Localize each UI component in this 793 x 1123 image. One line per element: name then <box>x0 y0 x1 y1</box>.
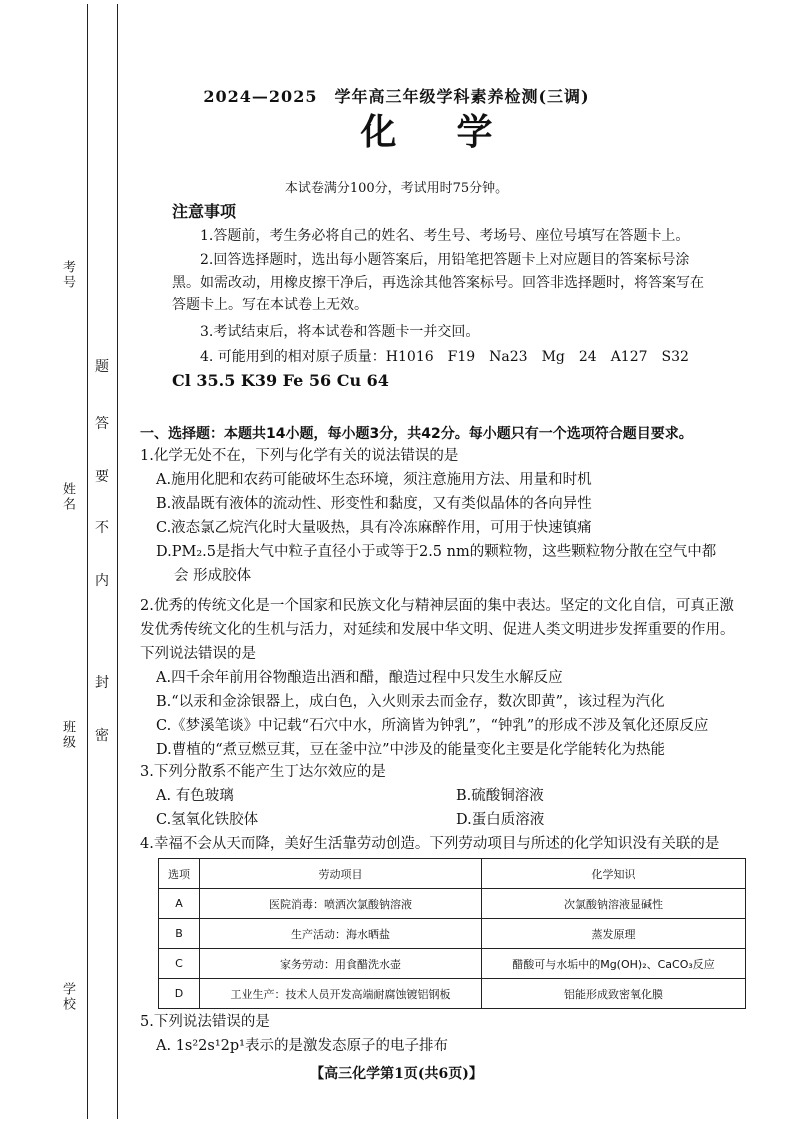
question-stem: 3.下列分散系不能产生丁达尔效应的是 <box>140 764 386 780</box>
question-3 <box>140 760 740 832</box>
labor-knowledge-table <box>158 858 746 1009</box>
table-cell: 医院消毒：喷洒次氯酸钠溶液 <box>200 889 482 919</box>
question-stem: 2.优秀的传统文化是一个国家和民族文化与精神层面的集中表达。坚定的文化自信，可真正激发优秀传统文化的生机与活力，对延续和发展中华文明、促进人类文明进步发挥重要的作用。下列说法错误的是 <box>140 598 735 662</box>
notice-masses: Cl 35.5 K39 Fe 56 Cu 64 <box>172 371 389 390</box>
table-cell: 次氯酸钠溶液显碱性 <box>482 889 746 919</box>
notice-item: 4. 可能用到的相对原子质量：H1016 F19 Na23 Mg 24 A127 S32 <box>200 349 689 365</box>
option: B.“以汞和金涂银器上，成白色，入火则汞去而金存，数次即黄”，该过程为汽化 <box>156 694 665 710</box>
table-cell: D <box>159 979 200 1009</box>
table-cell: B <box>159 919 200 949</box>
table-cell: A <box>159 889 200 919</box>
table-row <box>159 889 746 919</box>
name-label: 姓名 <box>60 482 75 512</box>
option: D.PM₂.5是指大气中粒子直径小于或等于2.5 nm的颗粒物，这些颗粒物分散在空气中都 <box>156 544 717 560</box>
question-stem: 1.化学无处不在，下列与化学有关的说法错误的是 <box>140 448 459 464</box>
seal-char: 答 <box>95 416 109 432</box>
table-header: 选项 <box>159 859 200 889</box>
option: C.《梦溪笔谈》中记载“石穴中水，所滴皆为钟乳”，“钟乳”的形成不涉及氧化还原反应 <box>156 718 709 734</box>
school-label: 学校 <box>60 982 75 1012</box>
notice-item: 3.考试结束后，将本试卷和答题卡一并交回。 <box>200 324 480 340</box>
table-cell: 铝能形成致密氧化膜 <box>482 979 746 1009</box>
table-header: 劳动项目 <box>200 859 482 889</box>
option: B.液晶既有液体的流动性、形变性和黏度，又有类似晶体的各向异性 <box>156 496 592 512</box>
table-header-row <box>159 859 746 889</box>
table-row <box>159 979 746 1009</box>
table-cell: 家务劳动：用食醋洗水壶 <box>200 949 482 979</box>
table-cell: 工业生产：技术人员开发高端耐腐蚀镀铝钢板 <box>200 979 482 1009</box>
option: A. 1s²2s¹2p¹表示的是激发态原子的电子排布 <box>156 1038 448 1054</box>
option: B.硫酸铜溶液 <box>456 788 544 804</box>
seal-char: 密 <box>95 728 109 744</box>
question-stem: 4.幸福不会从天而降，美好生活靠劳动创造。下列劳动项目与所述的化学知识没有关联的是 <box>140 836 720 852</box>
option: D.曹植的“煮豆燃豆萁，豆在釜中泣”中涉及的能量变化主要是化学能转化为热能 <box>156 742 666 758</box>
exam-title: 2024—2025 学年高三年级学科素养检测(三调) <box>203 87 590 106</box>
table-cell: 醋酸可与水垢中的Mg(OH)₂、CaCO₃反应 <box>482 949 746 979</box>
table-cell: 蒸发原理 <box>482 919 746 949</box>
table-cell: C <box>159 949 200 979</box>
question-stem: 5.下列说法错误的是 <box>140 1014 270 1030</box>
table-row <box>159 949 746 979</box>
option: C.氢氧化铁胶体 <box>156 812 259 828</box>
option: A.四千余年前用谷物酿造出酒和醋，酿造过程中只发生水解反应 <box>156 670 563 686</box>
class-label: 班级 <box>60 720 75 750</box>
binding-line-left <box>87 4 88 1119</box>
seal-char: 题 <box>95 359 109 375</box>
seal-char: 不 <box>95 520 109 536</box>
question-5 <box>140 1010 740 1058</box>
exam-no-label: 考号 <box>60 260 75 290</box>
seal-char: 封 <box>95 675 109 691</box>
table-header: 化学知识 <box>482 859 746 889</box>
table-row <box>159 919 746 949</box>
option: D.蛋白质溶液 <box>456 812 545 828</box>
option: C.液态氯乙烷汽化时大量吸热，具有冷冻麻醉作用，可用于快速镇痛 <box>156 520 592 536</box>
notice-item: 1.答题前，考生务必将自己的姓名、考生号、考场号、座位号填写在答题卡上。 <box>200 228 690 244</box>
question-1 <box>140 444 740 588</box>
option-continuation: 会 形成胶体 <box>174 568 252 584</box>
option: A. 有色玻璃 <box>156 788 234 804</box>
seal-char: 内 <box>95 573 109 589</box>
score-info: 本试卷满分100分，考试用时75分钟。 <box>284 181 509 196</box>
notice-heading: 注意事项 <box>172 202 237 221</box>
seal-char: 要 <box>95 469 109 485</box>
option: A.施用化肥和农药可能破坏生态环境，须注意施用方法、用量和时机 <box>156 472 592 488</box>
question-4 <box>140 832 760 856</box>
page-footer: 【高三化学第1页(共6页)】 <box>310 1066 483 1082</box>
subject-title: 化学 <box>360 111 553 153</box>
binding-line-right <box>117 4 118 1119</box>
question-2 <box>140 594 740 762</box>
notice-item: 2.回答选择题时，选出每小题答案后，用铅笔把答题卡上对应题目的答案标号涂黑。如需改动，用橡皮擦干净后，再选涂其他答案标号。回答非选择题时，将答案写在答题卡上。写在本试卷上无效。 <box>172 252 704 313</box>
table-cell: 生产活动：海水晒盐 <box>200 919 482 949</box>
section-heading: 一、选择题：本题共14小题，每小题3分，共42分。每小题只有一个选项符合题目要求。 <box>140 426 693 442</box>
